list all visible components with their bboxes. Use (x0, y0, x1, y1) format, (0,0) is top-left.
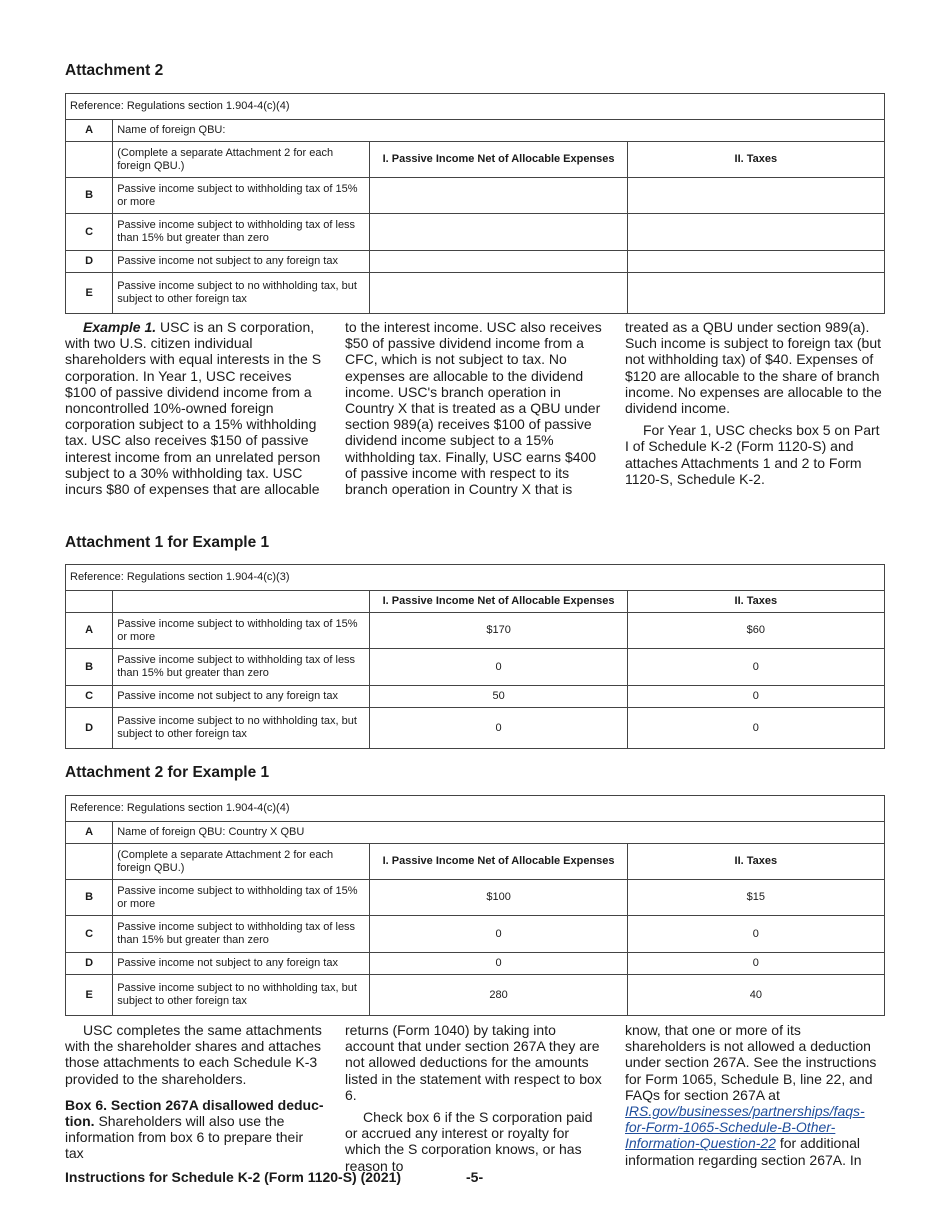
text-column-1 (65, 319, 325, 497)
example-text: USC is an S corporation, with two U.S. citizen individual shareholders with equal interests in the S corporation. In Year 1, USC receives $100 of passive dividend income from a noncontrolled 10%-owned foreign corporation subject to a 15% withholding tax. USC also receives $150 of passive interest income from an unrelated person subject to a 30% withholding tax. USC incurs $80 of expenses that are allocable (65, 319, 322, 498)
taxes-value: $60 (627, 613, 884, 649)
attachment-2-example-table (65, 795, 885, 1016)
row-letter: E (66, 273, 113, 314)
row-label: Passive income not subject to any foreign tax (113, 251, 370, 273)
row-letter: B (66, 178, 113, 214)
income-value: 50 (370, 686, 627, 708)
attachment-2-table (65, 93, 885, 314)
table-row (66, 273, 885, 314)
text-column-2 (345, 1022, 605, 1174)
row-label: Passive income subject to withholding tax of 15% or more (113, 880, 370, 916)
income-value: 0 (370, 708, 627, 749)
column-header-taxes: II. Taxes (627, 591, 884, 613)
example-text: to the interest income. USC also receives $50 of passive dividend income from a CFC, which is not subject to tax. No expenses are allocable to the dividend income. USC's branch operation in Country X that is treated as a QBU under section 989(a) receives $100 of passive dividend income subject to a 15% withholding tax. Finally, USC earns $400 of passive income with respect to its branch operation in Country X that is (345, 319, 602, 498)
income-input-cell[interactable] (370, 273, 627, 314)
table-row (66, 686, 885, 708)
table-row (66, 649, 885, 686)
income-input-cell[interactable] (370, 251, 627, 273)
paragraph: know, that one or more of its shareholders is not allowed a deduction under section 267A. See the instructions for Form 1065, Schedule B, line 22, and FAQs for section 267A at (625, 1022, 877, 1103)
faq-link[interactable]: IRS.gov/businesses/partnerships/faqs-for-Form-1065-Schedule-B-Other-Information-Question-22 (625, 1103, 865, 1152)
row-label: Passive income subject to withholding tax of 15% or more (113, 613, 370, 649)
row-label: Passive income subject to withholding tax of less than 15% but greater than zero (113, 214, 370, 251)
example-text: treated as a QBU under section 989(a). Such income is subject to foreign tax (but not withholding tax) of $40. Expenses of $120 are allocable to the share of branch income. No expenses are allocable to the dividend income. (625, 319, 882, 417)
taxes-input-cell[interactable] (627, 214, 884, 251)
income-value: 0 (370, 649, 627, 686)
table-row (66, 953, 885, 975)
income-value: 0 (370, 953, 627, 975)
complete-note: (Complete a separate Attachment 2 for each foreign QBU.) (113, 844, 370, 880)
income-value: $100 (370, 880, 627, 916)
income-value: 0 (370, 916, 627, 953)
table-row (66, 613, 885, 649)
row-letter: A (66, 120, 113, 142)
column-header-taxes: II. Taxes (627, 844, 884, 880)
income-input-cell[interactable] (370, 214, 627, 251)
row-label: Passive income not subject to any foreign tax (113, 953, 370, 975)
text-column-2 (345, 319, 605, 497)
text-column-3 (625, 1022, 885, 1174)
footer-title: Instructions for Schedule K-2 (Form 1120-S) (2021) (65, 1169, 402, 1185)
paragraph: for additional information regarding section 267A. In (625, 1135, 862, 1168)
row-letter: A (66, 822, 113, 844)
attachment-2-example-heading: Attachment 2 for Example 1 (65, 764, 270, 781)
text-column-3 (625, 319, 885, 497)
row-label: Passive income subject to withholding tax of less than 15% but greater than zero (113, 916, 370, 953)
taxes-input-cell[interactable] (627, 178, 884, 214)
column-header-taxes: II. Taxes (627, 142, 884, 178)
reference-cell: Reference: Regulations section 1.904-4(c)(3) (66, 565, 885, 591)
row-letter: A (66, 613, 113, 649)
row-letter: D (66, 708, 113, 749)
text-column-1 (65, 1022, 325, 1174)
column-header-income: I. Passive Income Net of Allocable Expenses (370, 142, 627, 178)
table-row (66, 975, 885, 1016)
taxes-value: 0 (627, 916, 884, 953)
row-label: Passive income subject to withholding tax of 15% or more (113, 178, 370, 214)
table-row (66, 178, 885, 214)
qbu-name-label: Name of foreign QBU: Country X QBU (113, 822, 885, 844)
row-letter: D (66, 251, 113, 273)
bottom-text (65, 1022, 885, 1174)
row-letter: D (66, 953, 113, 975)
row-label: Passive income not subject to any foreign tax (113, 686, 370, 708)
table-row (66, 916, 885, 953)
paragraph: Check box 6 if the S corporation paid or accrued any interest or royalty for which the S corporation knows, or has reason to (345, 1109, 593, 1174)
row-label: Passive income subject to no withholding tax, but subject to other foreign tax (113, 708, 370, 749)
income-value: $170 (370, 613, 627, 649)
row-label: Passive income subject to withholding tax of less than 15% but greater than zero (113, 649, 370, 686)
row-letter: E (66, 975, 113, 1016)
attachment-1-example-heading: Attachment 1 for Example 1 (65, 534, 270, 551)
page-number: -5- (466, 1169, 484, 1185)
complete-note: (Complete a separate Attachment 2 for each foreign QBU.) (113, 142, 370, 178)
table-row (66, 880, 885, 916)
table-row (66, 708, 885, 749)
qbu-name-label: Name of foreign QBU: (113, 120, 885, 142)
table-row (66, 251, 885, 273)
row-letter: C (66, 214, 113, 251)
paragraph: USC completes the same attachments with the shareholder shares and attaches those attachments to each Schedule K-3 provided to the shareholders. (65, 1022, 322, 1087)
column-header-income: I. Passive Income Net of Allocable Expenses (370, 844, 627, 880)
row-letter: C (66, 686, 113, 708)
taxes-value: 0 (627, 686, 884, 708)
taxes-input-cell[interactable] (627, 273, 884, 314)
column-header-income: I. Passive Income Net of Allocable Expenses (370, 591, 627, 613)
row-letter: B (66, 880, 113, 916)
reference-cell: Reference: Regulations section 1.904-4(c)(4) (66, 796, 885, 822)
example-1-text (65, 319, 885, 497)
paragraph: returns (Form 1040) by taking into account that under section 267A they are not allowed deductions for the amounts listed in the statement with respect to box 6. (345, 1022, 602, 1103)
reference-cell: Reference: Regulations section 1.904-4(c)(4) (66, 94, 885, 120)
income-input-cell[interactable] (370, 178, 627, 214)
row-letter: B (66, 649, 113, 686)
attachment-1-example-table (65, 564, 885, 749)
box-6-label: Box 6. Section 267A disallowed deduction. (65, 1096, 324, 1130)
taxes-value: 0 (627, 649, 884, 686)
row-label: Passive income subject to no withholding tax, but subject to other foreign tax (113, 975, 370, 1016)
taxes-input-cell[interactable] (627, 251, 884, 273)
income-value: 280 (370, 975, 627, 1016)
example-label: Example 1. (83, 319, 157, 335)
attachment-2-heading: Attachment 2 (65, 62, 164, 79)
taxes-value: 40 (627, 975, 884, 1016)
taxes-value: $15 (627, 880, 884, 916)
taxes-value: 0 (627, 708, 884, 749)
row-letter: C (66, 916, 113, 953)
paragraph: Shareholders will also use the information from box 6 to prepare their tax (65, 1113, 304, 1162)
taxes-value: 0 (627, 953, 884, 975)
row-label: Passive income subject to no withholding tax, but subject to other foreign tax (113, 273, 370, 314)
example-text: For Year 1, USC checks box 5 on Part I of Schedule K-2 (Form 1120-S) and attaches Attachments 1 and 2 to Form 1120-S, Schedule K-2. (625, 422, 880, 487)
table-row (66, 214, 885, 251)
